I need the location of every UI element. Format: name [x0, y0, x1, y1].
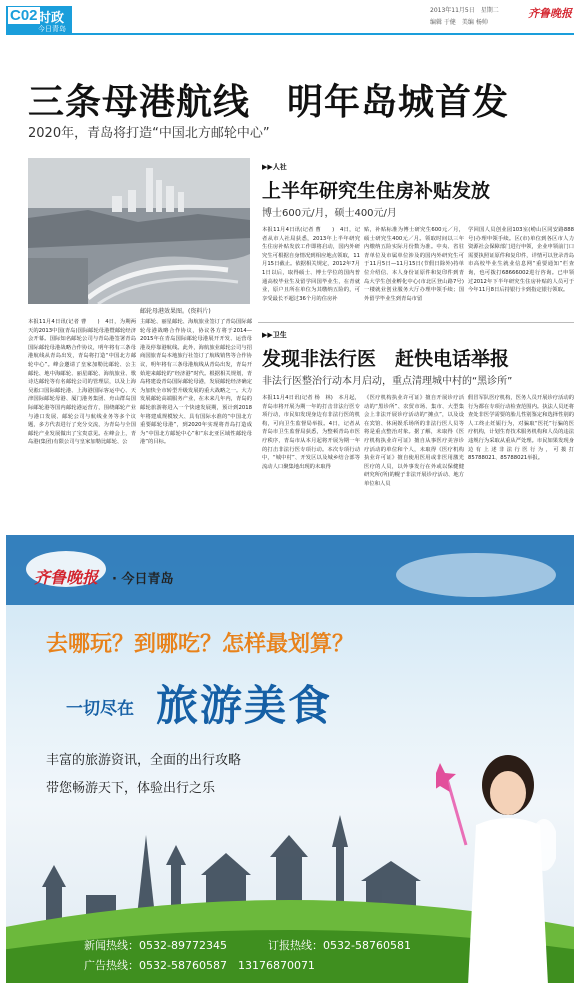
- news-hotline: 新闻热线：0532-89772345: [84, 939, 227, 952]
- editor-credits: 编辑 于健 美编 杨帅: [430, 19, 488, 26]
- story2-deck: 博士600元/月，硕士400元/月: [262, 208, 397, 219]
- lead-subhead: 2020年，青岛将打造“中国北方邮轮中心”: [28, 126, 270, 141]
- section-name: 时政: [38, 11, 65, 26]
- story3-deck: 非法行医整治行动本月启动，重点清理城中村的“黑诊所”: [262, 376, 513, 387]
- issue-date: 2013年11月5日 星期二: [430, 7, 499, 14]
- story2-body-col3: 学回国人员创业园103室(崂山区同安路888号)办理申领手续。区(市)单位到各区市人力资源社会保障部门进行申领，企业申领前门口需要执照证原件和复印件，详情可以登录青岛市高校毕业生就业信息网“重要通知”栏查询，也可拨打68666002进行咨询。已申领过2012年下半年研究生住房补贴的人员可于今年11月8日后持银行卡到指定银行领取。: [468, 227, 574, 294]
- story2-body-col1: 本报11月4日讯(记者 曹 ) 4日，记者从市人社局获悉，2013年上半年研究生住房补贴发放工作即将启动，国内外研究生可根据自身情况到相应地点领取，11月15日截止。依据相关规定，2012年7月1日以后，取得硕士、博士学位的国内普通高校毕业生及留学回国毕业生，在青就业，原户且所在单位为其缴纳五险的，可享受最长不超过36个月的住房补: [262, 227, 360, 302]
- ad-question: 去哪玩？到哪吃？怎样最划算？: [46, 632, 355, 657]
- page-code: C02: [10, 7, 38, 24]
- ad-tagline-prefix: 一切尽在: [66, 699, 134, 719]
- ad-brand-logo: 齐鲁晚报: [34, 568, 99, 587]
- story3-body-col1: 本报11月4日讯(记者 杨 林) 本月起，青岛市将开展为期一年的打击非法行医专项行动，市民如发现身边有非法行医的机构，可向卫生监督局举报。4日，记者从青岛市卫生监督局获悉，为整顿青岛市医疗秩序，青岛市从本月起将开展为期一年的打击非法行医专项行动。本次专项行动中，“城中村”、开发区以及城乡结合部等流动人口聚集地出现的未取得: [262, 395, 360, 470]
- girl-with-wand-illustration: [436, 715, 556, 983]
- ad-copy-line2: 带您畅游天下，体验出行之乐: [46, 781, 216, 796]
- ad-hotline: 广告热线：0532-58760587 13176870071: [84, 959, 315, 972]
- photo-illustration: [28, 158, 250, 304]
- sub-section-name: 今日青岛: [38, 25, 66, 33]
- ad-copy-line1: 丰富的旅游资讯，全面的出行攻略: [46, 753, 242, 768]
- story3-kicker: ▶▶卫生: [262, 331, 287, 339]
- port-rendering-photo: [28, 158, 250, 304]
- subscription-hotline: 订报热线：0532-58760581: [268, 939, 411, 952]
- travel-food-advertisement: [6, 535, 574, 983]
- page-header: [0, 0, 580, 36]
- story2-headline: 上半年研究生住房补贴发放: [262, 180, 491, 202]
- masthead-logo: 齐鲁晚报: [528, 7, 572, 20]
- ad-tagline-main: 旅游美食: [156, 681, 333, 730]
- lead-body-col1: 本报11月4日讯(记者 曹 ) 4日，为期两天的2013中国(青岛)国际邮轮母港暨邮轮经济会开幕。国际知名邮轮公司与青岛港签署青岛国际邮轮母港战略合作协议，明年将有三条母港航线从青岛出发，青岛将打造“中国北方邮轮中心”。峰会邀请了皇家加勒比邮轮、公主邮轮、地中海邮轮、丽星邮轮、海航旅业、歌诗达邮轮等有名邮轮公司的管理层，以及上海吴淞口国际邮轮港、上海港国际客运中心、天津国际邮轮母港、厦门港务集团、舟山群岛国际邮轮港等国内邮轮港运营方，围绕邮轮产业与港口发展、邮轮公司与航线业务等多个议题，多方代表进行了充分交流，为青岛与全国邮轮产业发展做出了宝贵意见。在峰会上，青岛港(集团)有限公司与皇家加勒比邮轮、公: [28, 319, 136, 446]
- story-divider: [258, 322, 574, 323]
- story2-body-col2: 贴，补贴标准为博士研究生600元／月，硕士研究生400元／月。领取时间以三年内缴纳五险实际月份数为准。中央、省驻青单位及市属单位涉及的国内外研究生可于11月5日—11月15日(节假日除外)持单位介绍信、本人身份证原件和复印件到青岛大学生创业孵化中心(市北区登山路7号)一楼就业创业服务大厅办理申领手续；国外留学毕业生到青岛市留: [364, 227, 464, 302]
- lead-headline: 三条母港航线 明年岛城首发: [28, 82, 510, 123]
- header-rule: [6, 33, 574, 35]
- story2-kicker: ▶▶人社: [262, 163, 287, 171]
- story3-body-col2: 《医疗机构执业许可证》擅自开展诊疗活动的“黑诊所”、农贸市场、集市、大型集会上非法开展诊疗活动的“摊点”，以及设在宾馆、休闲娱乐场所的非法行医人员等将是重点整治对象。据了解，未取得《医疗机构执业许可证》擅自从事医疗美容诊疗活动的单位和个人，未取得《医疗机构执业许可证》擅自使用医用或非医用激光医疗的人员，以外事发行在外或以保健健研究所(所)的幌子非法开展诊疗活动、地方单位和人员: [364, 395, 464, 487]
- ad-brand-sub: · 今日青岛: [112, 572, 174, 587]
- photo-caption: 邮轮母港效果图。(资料片): [140, 308, 211, 315]
- story3-body-col3: 假冒军队医疗机构，医务人员开展诊疗活动的行为都在专项行动检查范围内。执法人员还将查处非医学需要的胎儿性别鉴定和选择性别的人工终止妊娠行为，对骗取“医托”行骗的医疗机构，计划生育技术服务机构和人员的违法违规行为采取从重从严处理。市民如果发现身边有上述非法行医行为，可拨打85788021、85788021举报。: [468, 395, 574, 462]
- story3-headline: 发现非法行医 赶快电话举报: [262, 348, 510, 370]
- lead-body-col2: 主邮轮、丽星邮轮、海航旅业签订了青岛国际邮轮母港战略合作协议，协议各方将于2014—2015年在青岛国际邮轮母港展开开发、运营母港及停靠港航线。此外，海航旅业邮轮公司与招商国旅青岛本地旅行社签订了航线销售等合作协议，明年将有三条母港航线从青岛出发，青岛开始迎来邮轮的“经济港”时代。根据相关规划，青岛将建设青岛国际邮轮母港，发展邮轮经济确定为加快全市转型升级发展的重大战略之一。大力发展邮轮高端服务产业，在未来几年内，青岛的邮轮旅游将进入一个快速发展期，预计到2018年将建成规模较大、具有国际水准的“中国北方重要邮轮母港”，到2020年实现将青岛打造成为“中国北方邮轮中心”和“东北亚区域性邮轮母港”的目标。: [140, 319, 252, 446]
